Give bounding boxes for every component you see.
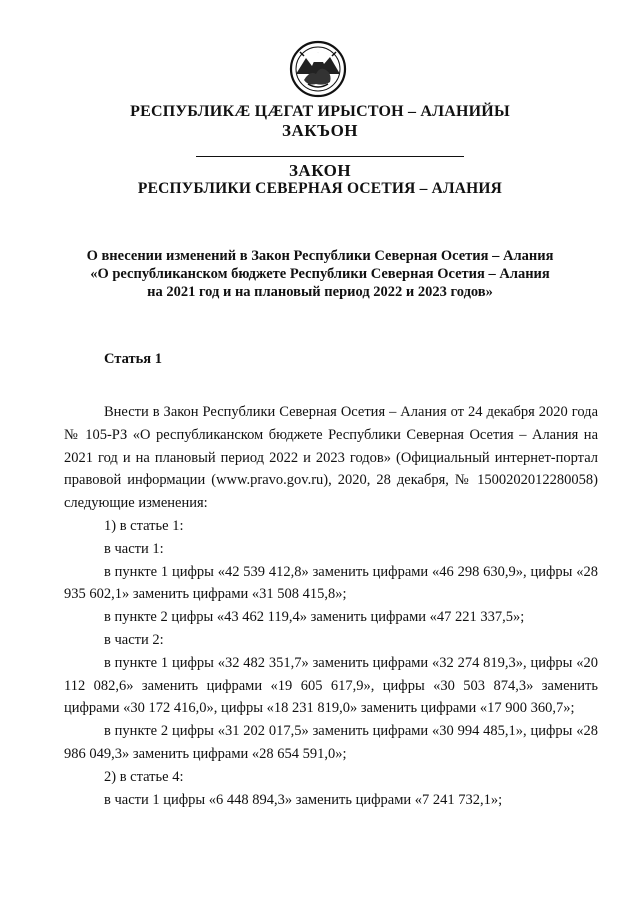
law-heading-russian: ЗАКОН — [288, 161, 352, 180]
amendment-item: 1) в статье 1: — [104, 517, 184, 534]
coat-of-arms-emblem — [286, 40, 350, 98]
amendment-point: в пункте 2 цифры «43 462 119,4» заменить цифрами «47 221 337,5»; — [104, 609, 525, 626]
header-divider — [196, 156, 464, 157]
article-body — [64, 401, 598, 811]
law-title-line: «О республиканском бюджете Республики Северная Осетия – Алания — [90, 266, 550, 282]
amendment-point: в пункте 2 цифры «31 202 017,5» заменить цифрами «30 994 485,1», цифры «28 986 049,3» заменить цифрами «28 654 591,0»; — [64, 723, 598, 762]
amendment-point: в пункте 1 цифры «32 482 351,7» заменить цифрами «32 274 819,3», цифры «20 112 082,6» заменить цифрами «19 605 617,9», цифры «30 503 874,3» заменить цифрами «30 172 416,0», цифры «18 231 819,0» заменить цифрами «17 900 360,7»; — [64, 654, 598, 717]
amendment-part: в части 2: — [104, 631, 164, 648]
article-heading: Статья 1 — [104, 351, 162, 367]
amendment-part: в части 1: — [104, 540, 164, 557]
amendment-point: в пункте 1 цифры «42 539 412,8» заменить цифрами «46 298 630,9», цифры «28 935 602,1» заменить цифрами «31 508 415,8»; — [64, 563, 598, 603]
republic-name-russian: РЕСПУБЛИКИ СЕВЕРНАЯ ОСЕТИЯ – АЛАНИЯ — [137, 180, 503, 197]
law-title-line: О внесении изменений в Закон Республики Северная Осетия – Алания — [86, 248, 554, 264]
amendment-point: в части 1 цифры «6 448 894,3» заменить цифрами «7 241 732,1»; — [104, 791, 503, 808]
intro-paragraph: Внести в Закон Республики Северная Осетия – Алания от 24 декабря 2020 года № 105-РЗ «О республиканском бюджете Республики Северная Осетия – Алания на 2021 год и на плановый период 2022 и 2023 годов» (Официальный интернет-портал правовой информации (www.pravo.gov.ru), 2020, 28 декабря, № 1500202012280058) следующие изменения: — [64, 404, 598, 512]
republic-name-ossetian: РЕСПУБЛИКÆ ЦÆГАТ ИРЫСТОН – АЛАНИЙЫ — [130, 103, 510, 120]
law-heading-ossetian: ЗАКЪОН — [281, 121, 359, 140]
law-title-line: на 2021 год и на плановый период 2022 и 2023 годов» — [147, 284, 493, 300]
law-title — [0, 247, 640, 301]
amendment-item: 2) в статье 4: — [104, 768, 184, 785]
